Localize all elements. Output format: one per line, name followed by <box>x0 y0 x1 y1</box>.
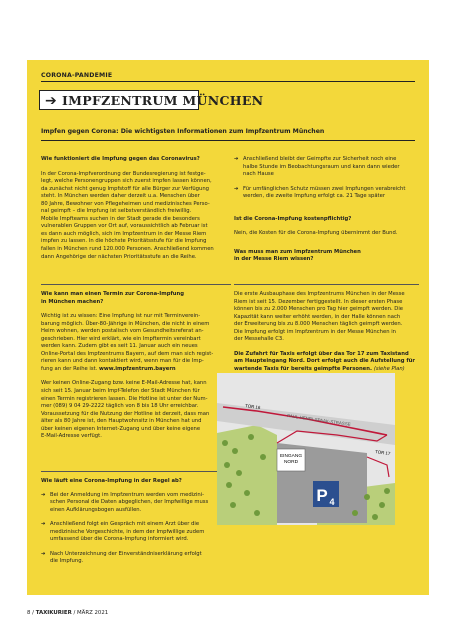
text-line: der Erweiterung bis zu 8.000 Menschen täglich geimpft werden. <box>234 321 403 328</box>
entrance-label: NORD <box>283 460 299 465</box>
bullet-item <box>234 186 419 201</box>
text-line: mer (089) 9 04 29-2222 täglich von 8 bis 18 Uhr erreichbar. <box>41 403 199 410</box>
text-line: Anschließend folgt ein Gespräch mit einem Arzt über die <box>50 521 200 528</box>
text-line: halbe Stunde im Beobachtungsraum und kann dann wieder <box>243 163 400 170</box>
text-line: Wie kann man einen Termin zur Corona-Impfung <box>41 291 185 297</box>
parking-number: 4 <box>329 497 335 507</box>
text-line: Online-Portal des Impfzentrums Bayern, auf dem man sich regist- <box>41 350 214 357</box>
text-line: medizinische Vorgeschichte, in dem der Impfwillige zudem <box>50 528 205 535</box>
website-link[interactable]: www.impfzentrum.bayern <box>99 365 176 372</box>
text-line: sich seit 15. Januar beim Impf-Telefon der Stadt München für <box>41 388 200 395</box>
page-number: 8 <box>27 610 31 616</box>
paragraph <box>41 171 231 262</box>
text-line: fung an der Reihe ist. <box>41 365 98 372</box>
street-label: PAUL-HENRI-SPAAK-STRASSE <box>286 413 351 427</box>
text-line: legt, welche Personengruppen sich zuerst impfen lassen können, <box>41 178 212 185</box>
gate-label: TOR 17 <box>374 449 391 457</box>
bullet-item <box>234 156 419 179</box>
bullet-text <box>50 492 208 515</box>
bullet-text <box>243 186 405 201</box>
kicker-rule <box>41 81 415 82</box>
text-line: steht. In München werden daher derzeit u.a. Menschen über <box>41 193 200 200</box>
text-line: impfen zu lassen. In die höchste Prioritätsstufe für die Impfung <box>41 238 207 245</box>
taxi-access-note <box>234 351 419 374</box>
arrow-right-icon: ➔ <box>234 156 239 162</box>
text-line: rieren kann und dann kontaktiert wird, wenn man für die Imp- <box>41 358 204 365</box>
paragraph <box>41 380 231 440</box>
bullet-text <box>50 521 204 544</box>
text-line: Riem ist seit 15. Dezember fertiggestellt. In dieser ersten Phase <box>234 298 403 305</box>
subheadline: Impfen gegen Corona: Die wichtigsten Informationen zum Impfzentrum München <box>41 128 325 135</box>
text-line: wartende Taxis für bereits geimpfte Personen. <box>234 365 372 372</box>
text-line: der Messehalle C3. <box>234 336 284 343</box>
text-line: Was muss man zum Impfzentrum München <box>234 248 361 255</box>
question-heading: Wie läuft eine Corona-Impfung in der Regel ab? <box>41 478 182 484</box>
page-footer: 8 / TAXIKURIER / MÄRZ 2021 <box>27 610 109 616</box>
text-line: werden kann. Zudem gibt es seit 11. Januar auch ein neues <box>41 343 198 350</box>
arrow-right-icon: ➔ <box>45 93 57 109</box>
text-line: nach Hause <box>243 171 274 178</box>
text-line: nal geimpft – die Impfung ist selbstverständlich freiwillig. <box>41 208 192 215</box>
bullet-text <box>243 156 400 179</box>
parking-letter: P <box>316 486 328 505</box>
text-line: geschrieben. Hier wird erklärt, wie ein Impftermin vereinbart <box>41 335 201 342</box>
text-line: In der Corona-Impfverordnung der Bundesregierung ist festge- <box>41 170 206 177</box>
question-heading: Ist die Corona-Impfung kostenpflichtig? <box>234 215 352 222</box>
paragraph: Nein, die Kosten für die Corona-Impfung übernimmt der Bund. <box>234 230 398 237</box>
bullet-item <box>41 551 231 566</box>
arrow-right-icon: ➔ <box>41 550 46 557</box>
text-line: über keinen eigenen Internet-Zugang und über keine eigene <box>41 425 201 432</box>
text-line: es dann auch möglich, sich im Impfzentrum in der Messe Riem <box>41 230 207 237</box>
text-line: fallen in München rund 120.000 Personen. Anschließend kommen <box>41 246 214 253</box>
text-line: in der Messe Riem wissen? <box>234 256 314 263</box>
text-line: die Impfung. <box>50 558 84 565</box>
text-line: E-Mail-Adresse verfügt. <box>41 433 102 440</box>
text-line: Die Impfung erfolgt im Impfzentrum in der Messe München in <box>234 328 396 335</box>
paragraph <box>234 291 419 344</box>
right-column <box>234 156 419 264</box>
left-column-bottom <box>41 478 231 566</box>
bullet-item <box>41 492 231 515</box>
text-line: umfassend über die Corona-Impfung informiert wird. <box>50 536 189 543</box>
subhead-rule <box>41 140 415 141</box>
bullet-item <box>41 521 231 544</box>
left-column-top <box>41 156 231 261</box>
text-line: Wichtig ist zu wissen: Eine Impfung ist nur mit Terminverein- <box>41 313 201 320</box>
text-line: älter als 80 Jahre ist, den Hauptwohnsitz in München hat und <box>41 418 202 425</box>
question-heading <box>41 291 231 306</box>
text-line: können bis zu 2.000 Menschen pro Tag hier geimpft werden. Die <box>234 306 404 313</box>
text-line: Heim wohnen, werden postalisch vom Gesundheitsreferat an- <box>41 328 204 335</box>
page-title: IMPFZENTRUM MÜNCHEN <box>62 93 264 108</box>
text-line: Anschließend bleibt der Geimpfte zur Sicherheit noch eine <box>243 156 397 162</box>
paragraph <box>41 313 231 373</box>
question-heading <box>234 249 419 264</box>
gate-label: TOR 16 <box>244 403 261 411</box>
green-area <box>217 425 277 525</box>
text-line: Nach Unterzeichnung der Einverständniserklärung erfolgt <box>50 550 202 557</box>
bullet-text <box>50 551 202 566</box>
text-line: Für umfänglichen Schutz müssen zwei Impfungen verabreicht <box>243 185 406 192</box>
text-line: Wer keinen Online-Zugang bzw. keine E-Mail-Adresse hat, kann <box>41 380 207 387</box>
section-divider <box>41 471 231 472</box>
arrow-right-icon: ➔ <box>41 521 46 528</box>
section-divider <box>234 284 419 285</box>
title-box <box>39 90 264 110</box>
magazine-name: TAXIKURIER <box>35 610 72 616</box>
text-line: in München machen? <box>41 298 104 305</box>
right-column-mid <box>234 291 419 373</box>
text-line: einen Aufklärungsbogen ausfüllen. <box>50 506 142 513</box>
text-line: am Haupteingang Nord. Dort erfolgt auch die Aufstellung für <box>234 358 415 365</box>
section-divider <box>41 284 231 285</box>
text-line: einen Termin registrieren lassen. Die Hotline ist unter der Num- <box>41 395 208 402</box>
text-line: Die Zufahrt für Taxis erfolgt über das Tor 17 zum Taxistand <box>234 350 409 357</box>
text-line: vulnerablen Gruppen vor Ort auf, voraussichtlich ab Februar ist <box>41 223 208 230</box>
question-heading: Wie funktioniert die Impfung gegen das Coronavirus? <box>41 156 200 162</box>
arrow-right-icon: ➔ <box>234 185 239 192</box>
site-map <box>217 373 395 525</box>
text-line: schen Personal die Daten abgeglichen, der Impfwillige muss <box>50 499 209 506</box>
text-line: dann Angehörige der nächsten Prioritätsstufe an die Reihe. <box>41 253 197 260</box>
text-line: da zunächst nicht genug Impfstoff für alle Bürger zur Verfügung <box>41 185 210 192</box>
left-column-mid <box>41 291 231 441</box>
entrance-label: EINGANG <box>279 454 303 459</box>
text-line: Die erste Ausbauphase des Impfzentrums München in der Messe <box>234 291 405 297</box>
issue-date: MÄRZ 2021 <box>76 610 109 616</box>
text-line: Kapazität kann weiter erhöht werden, in der Halle können nach <box>234 313 401 320</box>
plan-reference: (siehe Plan) <box>373 365 405 372</box>
text-line: Voraussetzung für die Nutzung der Hotline ist derzeit, dass man <box>41 410 210 417</box>
kicker: CORONA-PANDEMIE <box>41 72 113 79</box>
arrow-right-icon: ➔ <box>41 491 46 498</box>
text-line: 80 Jahre, Bewohner von Pflegeheimen und medizinisches Perso- <box>41 200 210 207</box>
text-line: werden, die zweite Impfung erfolgt ca. 21 Tage später <box>243 193 385 200</box>
text-line: Mobile Impfteams suchen in der Stadt gerade die besonders <box>41 215 200 222</box>
text-line: barung möglich. Über-80-Jährige in München, die nicht in einem <box>41 320 210 327</box>
text-line: Bei der Anmeldung im Impfzentrum werden vom medizini- <box>50 491 205 498</box>
